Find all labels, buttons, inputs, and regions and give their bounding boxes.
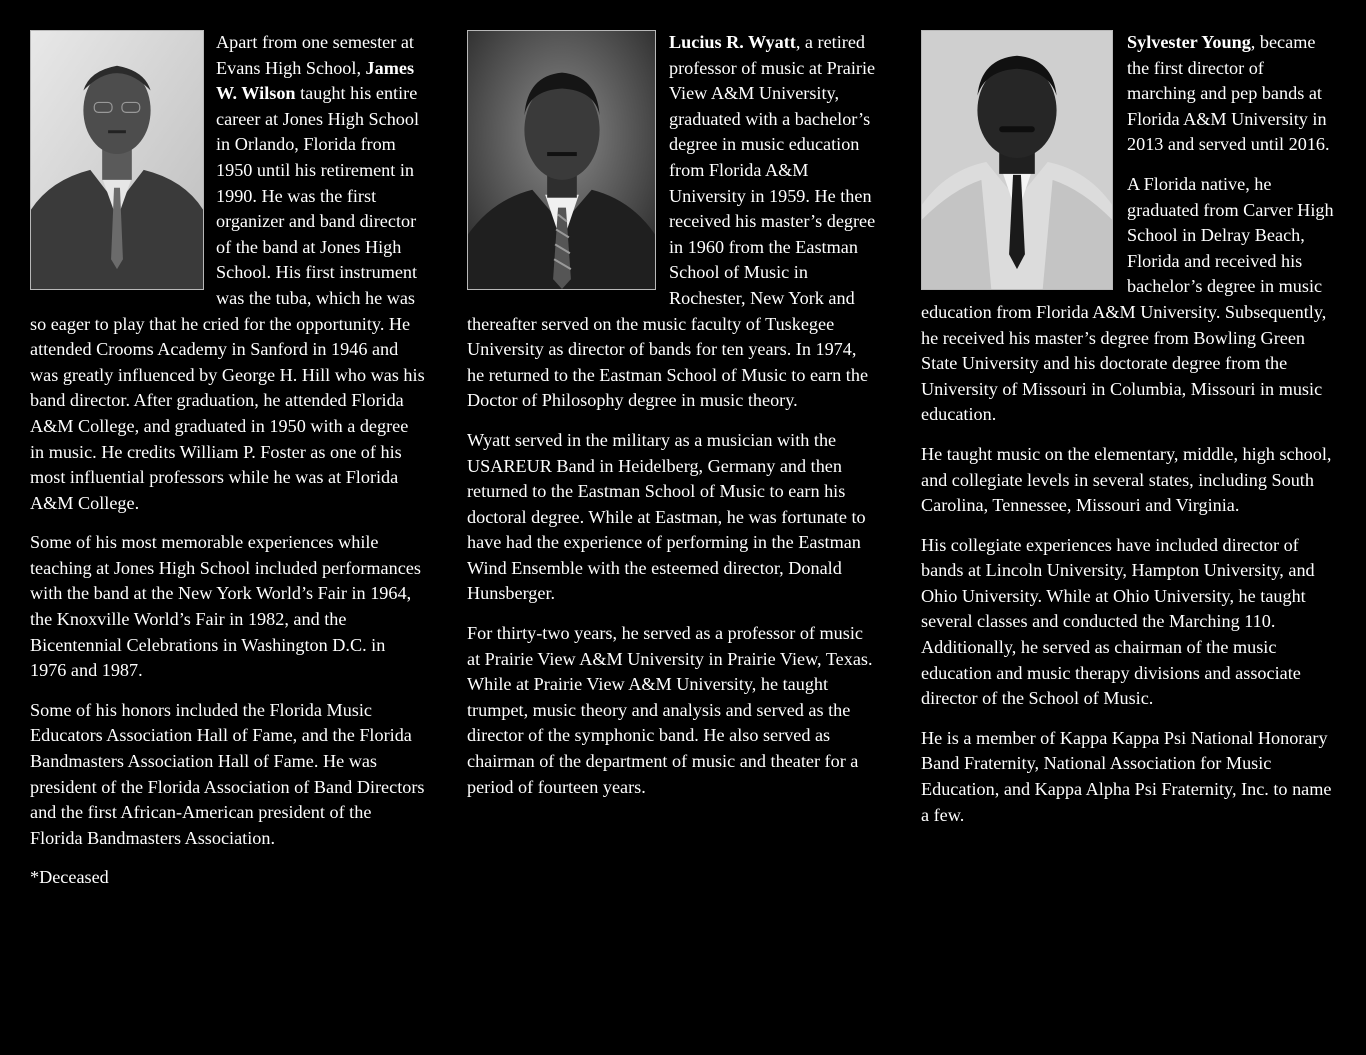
wyatt-paragraph-3: For thirty-two years, he served as a professor of music at Prairie View A&M University in Prairie View, Texas. While at Prairie View A&M University, he taught trumpet, music theory and analysis and served as the director of the symphonic band. He also served as chairman of the department of music and theater for a period of fourteen years. — [467, 623, 873, 797]
wyatt-name: Lucius R. Wyatt — [669, 32, 796, 52]
wilson-intro-text: Apart from one semester at Evans High School, — [216, 32, 414, 78]
young-paragraph-3: He taught music on the elementary, middle, high school, and collegiate levels in several states, including South Carolina, Tennessee, Missouri and Virginia. — [921, 443, 1332, 516]
wilson-paragraph-2: Some of his most memorable experiences while teaching at Jones High School included performances with the band at the New York World’s Fair in 1964, the Knoxville World’s Fair in 1982, and the Bicentennial Celebrations in Washington D.C. in 1976 and 1987. — [30, 532, 421, 681]
portrait-photo-wyatt — [467, 30, 656, 290]
young-name: Sylvester Young — [1127, 32, 1251, 52]
portrait-photo-wilson — [30, 30, 204, 290]
young-bio-text: , became the first director of marching and pep bands at Florida A&M University in 2013 and served until 2016. — [1127, 32, 1330, 155]
deceased-note: *Deceased — [30, 867, 109, 888]
bio-column-wyatt — [467, 30, 877, 814]
young-paragraph-2: A Florida native, he graduated from Carver High School in Delray Beach, Florida and received his bachelor’s degree in music education from Florida A&M University. Subsequently, he received his master’s degree from Bowling Green State University and his doctorate degree from the University of Missouri in Columbia, Missouri in music education. — [921, 173, 1334, 425]
young-paragraph-4: His collegiate experiences have included director of bands at Lincoln University, Hampton University, and Ohio University. While at Ohio University, he taught several classes and conducted the Marching 110. Additionally, he served as chairman of the music education and music therapy divisions and associate director of the School of Music. — [921, 534, 1315, 709]
wyatt-paragraph-2: Wyatt served in the military as a musician with the USAREUR Band in Heidelberg, Germany and then returned to the Eastman School of Music to earn his doctoral degree. While at Eastman, he was fortunate to have had the experience of performing in the Eastman Wind Ensemble with the esteemed director, Donald Hunsberger. — [467, 429, 866, 604]
young-paragraph-5: He is a member of Kappa Kappa Psi National Honorary Band Fraternity, National Association for Music Education, and Kappa Alpha Psi Fraternity, Inc. to name a few. — [921, 727, 1332, 825]
portrait-photo-young — [921, 30, 1113, 290]
wilson-name: James W. Wilson — [216, 57, 415, 104]
wyatt-bio-text: , a retired professor of music at Prairie View A&M University, graduated with a bachelor’s degree in music education from Florida A&M University in 1959. He then received his master’s degree in 1960 from the Eastman School of Music in Rochester, New York and thereafter served on the music faculty of Tuskegee University as director of bands for ten years. In 1974, he returned to the Eastman School of Music to earn the Doctor of Philosophy degree in music theory. — [467, 32, 876, 411]
wilson-bio-text: taught his entire career at Jones High School in Orlando, Florida from 1950 until his retirement in 1990. He was the first organizer and band director of the band at Jones High School. His first instrument was the tuba, which he was so eager to play that he cried for the opportunity. He attended Crooms Academy in Sanford in 1946 and was greatly influenced by George H. Hill who was his band director. After graduation, he attended Florida A&M College, and graduated in 1950 with a degree in music. He credits William P. Foster as one of his most influential professors while he was at Florida A&M College. — [30, 83, 425, 513]
bio-column-wilson — [30, 30, 425, 905]
bio-column-young — [921, 30, 1336, 842]
wilson-paragraph-3: Some of his honors included the Florida Music Educators Association Hall of Fame, and the Florida Bandmasters Association Hall of Fame. He was president of the Florida Association of Band Directors and the first African-American president of the Florida Bandmasters Association. — [30, 699, 425, 848]
